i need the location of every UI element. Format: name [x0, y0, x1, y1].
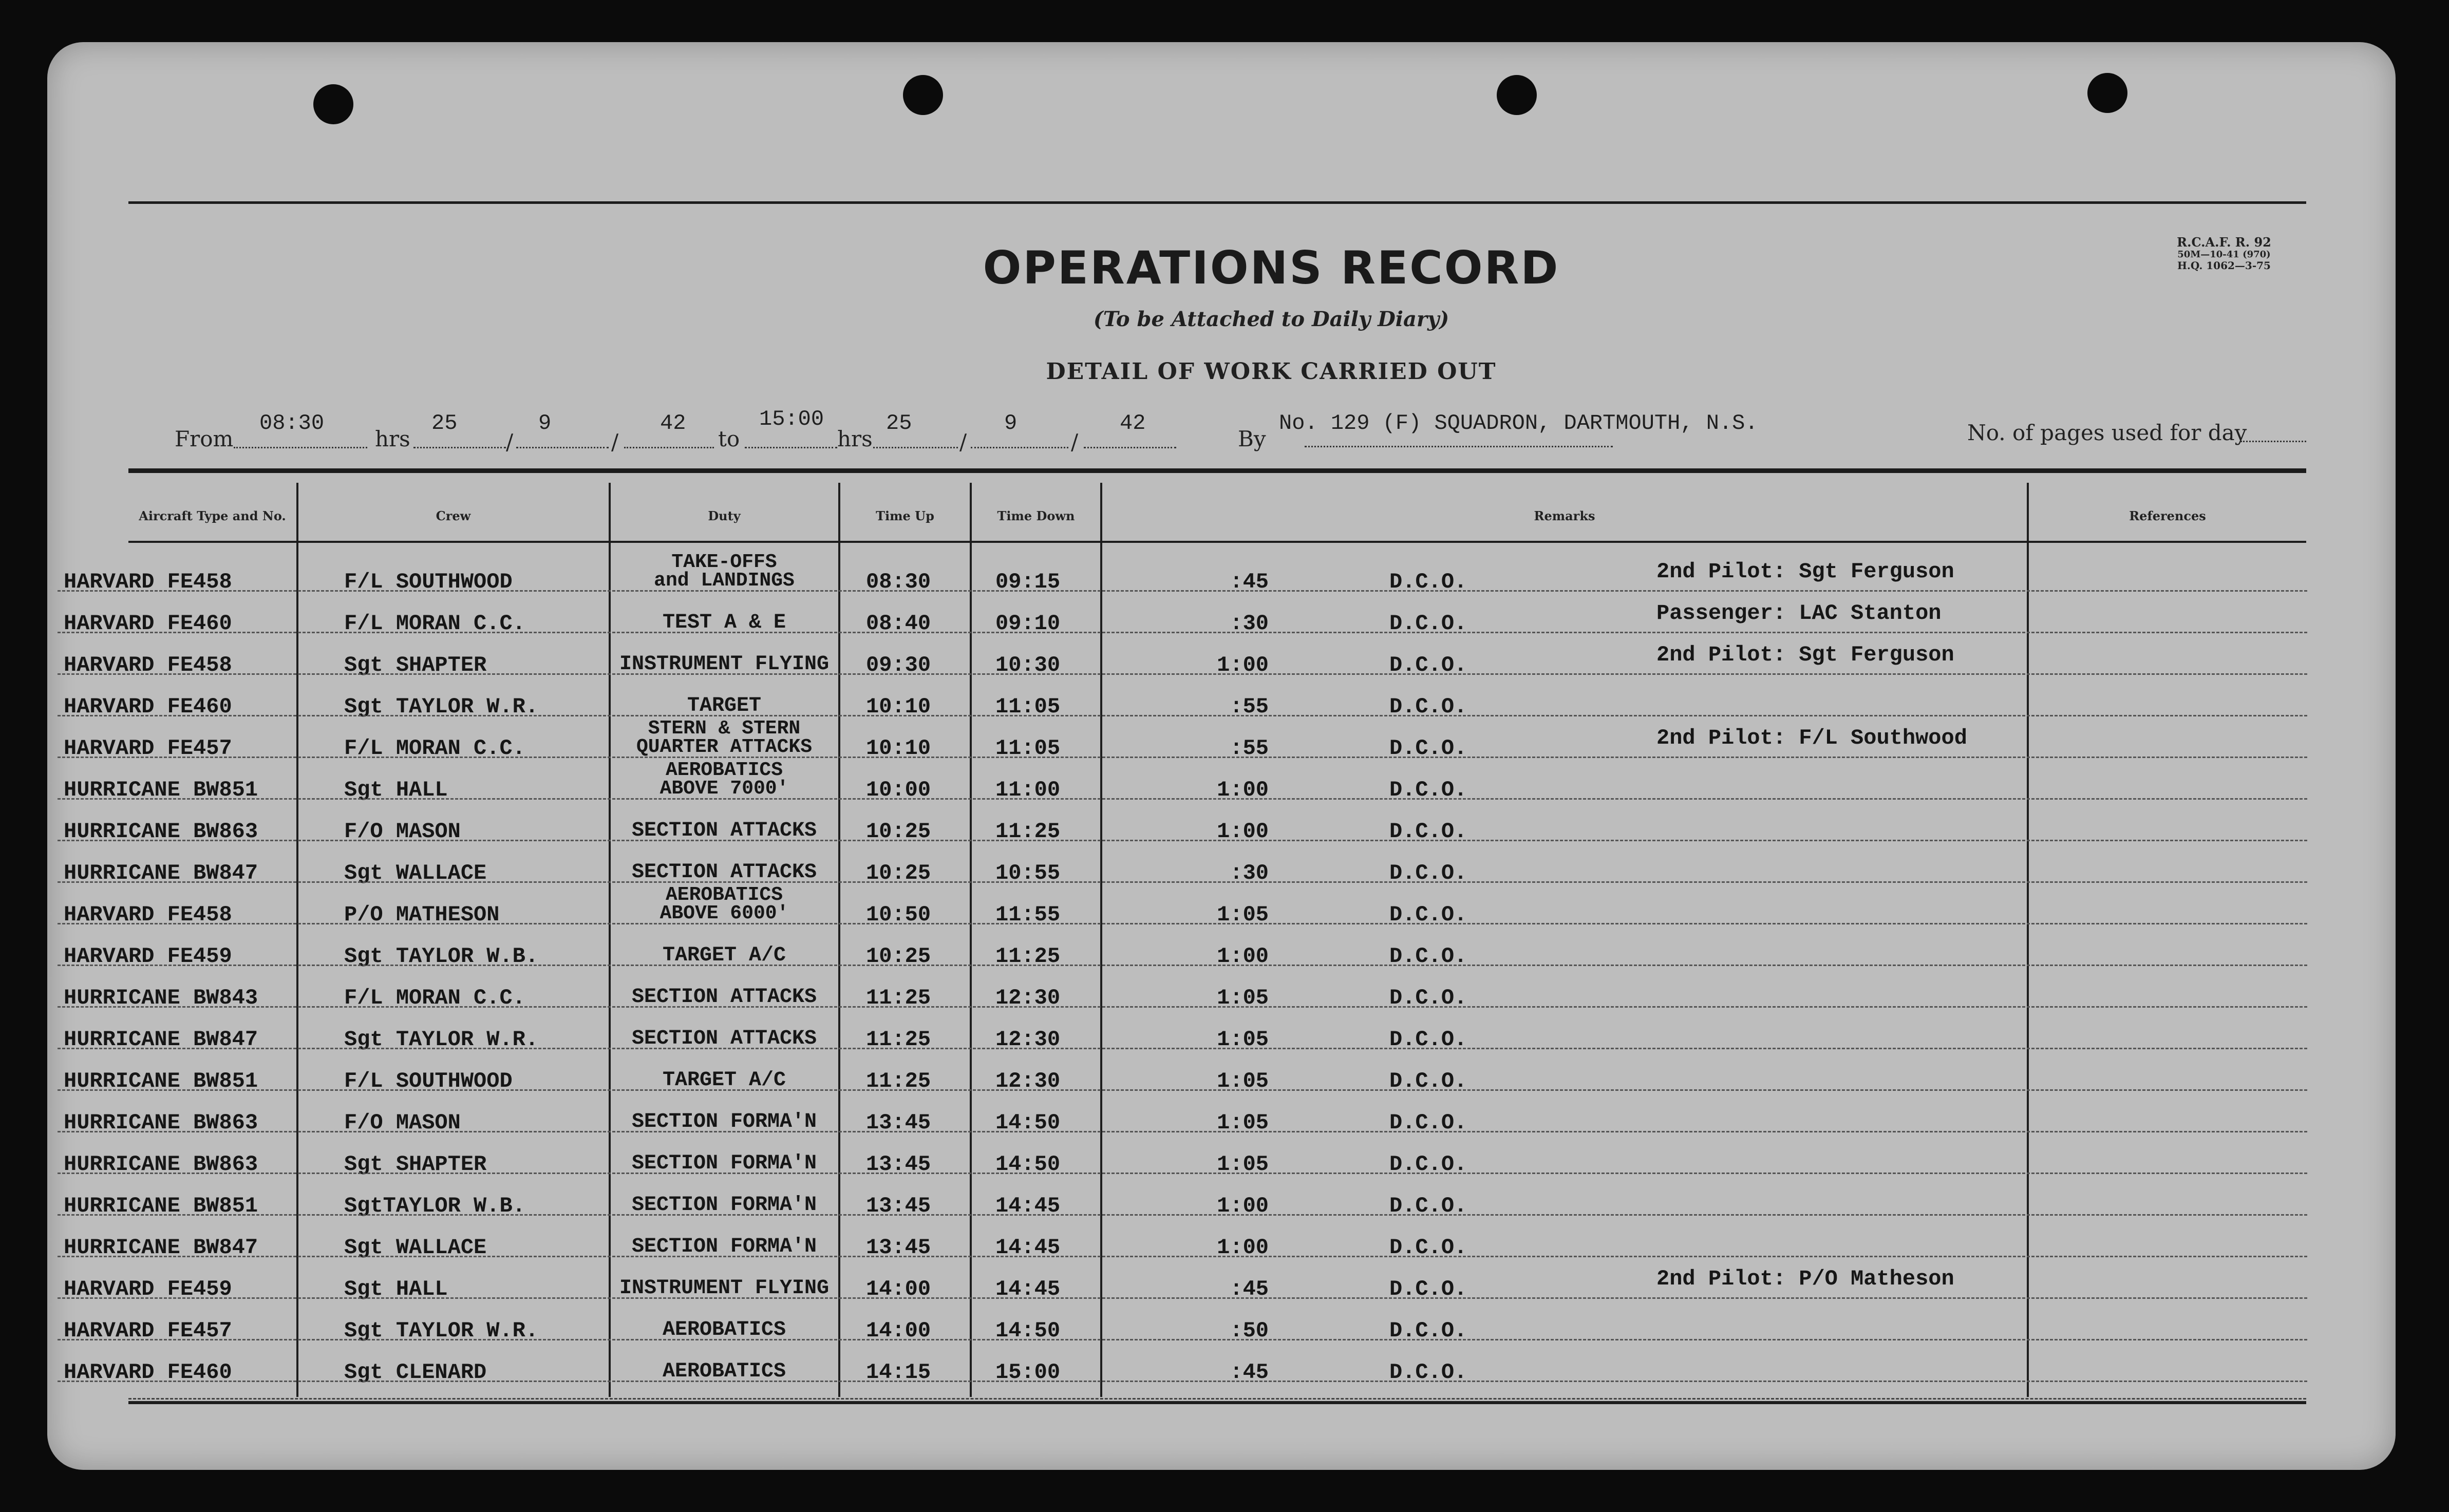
- duty-cell: AEROBATICS: [665, 884, 783, 906]
- column-header-remarks: Remarks: [1534, 508, 1595, 523]
- column-divider: [838, 483, 840, 1397]
- duration-cell: 1:00: [1217, 653, 1269, 677]
- duration-cell: 1:00: [1217, 944, 1269, 969]
- authority-cell: D.C.O.: [1389, 1318, 1467, 1343]
- duty-cell: INSTRUMENT FLYING: [619, 1277, 830, 1300]
- time-down-cell: 14:45: [995, 1194, 1061, 1218]
- crew-cell: Sgt TAYLOR W.R.: [344, 694, 539, 719]
- time-down-cell: 11:25: [995, 944, 1061, 969]
- duty-cell: STERN & STERN: [648, 717, 801, 740]
- time-down-cell: 11:05: [995, 736, 1061, 761]
- time-down-cell: 09:15: [995, 570, 1061, 594]
- form-number-line: 50M—10-41 (970): [2177, 249, 2271, 260]
- time-down-cell: 11:05: [995, 694, 1061, 719]
- column-header-time-up: Time Up: [876, 508, 934, 523]
- aircraft-cell: HARVARD FE458: [64, 902, 232, 927]
- aircraft-cell: HURRICANE BW863: [64, 1110, 258, 1135]
- crew-cell: Sgt HALL: [344, 778, 448, 802]
- duration-cell: 1:05: [1217, 986, 1269, 1010]
- to-label: to: [718, 426, 740, 451]
- row-divider: [58, 673, 2307, 675]
- row-divider: [58, 715, 2307, 716]
- authority-cell: D.C.O.: [1389, 611, 1467, 636]
- remark-note-cell: 2nd Pilot: F/L Southwood: [1656, 726, 1967, 750]
- row-divider: [58, 1089, 2307, 1091]
- from-month: 9: [538, 411, 552, 436]
- duty-cell: AEROBATICS: [662, 1360, 786, 1383]
- column-header-time-down: Time Down: [997, 508, 1075, 523]
- detail-heading: DETAIL OF WORK CARRIED OUT: [1046, 358, 1497, 385]
- separator-slash: /: [506, 429, 514, 455]
- duration-cell: 1:00: [1217, 778, 1269, 802]
- form-number-line: H.Q. 1062—3-75: [2177, 259, 2271, 272]
- from-label: From: [175, 426, 234, 451]
- row-divider: [58, 1339, 2307, 1340]
- remark-note-cell: 2nd Pilot: P/O Matheson: [1656, 1267, 1954, 1291]
- duty-cell: TARGET A/C: [662, 1069, 786, 1092]
- time-down-cell: 14:45: [995, 1277, 1061, 1301]
- fill-line: [413, 447, 506, 448]
- remark-note-cell: Passenger: LAC Stanton: [1656, 601, 1942, 626]
- column-header-duty: Duty: [708, 508, 741, 523]
- duration-cell: 1:00: [1217, 1194, 1269, 1218]
- duration-cell: 1:00: [1217, 819, 1269, 844]
- duration-cell: :30: [1230, 861, 1269, 885]
- top-rule: [128, 201, 2306, 204]
- duty-cell: INSTRUMENT FLYING: [619, 653, 830, 676]
- authority-cell: D.C.O.: [1389, 570, 1467, 594]
- from-time: 08:30: [259, 411, 325, 436]
- remark-note-cell: 2nd Pilot: Sgt Ferguson: [1656, 642, 1954, 667]
- page-title: OPERATIONS RECORD: [983, 241, 1560, 294]
- crew-cell: Sgt WALLACE: [344, 861, 487, 885]
- time-up-cell: 13:45: [866, 1110, 931, 1135]
- authority-cell: D.C.O.: [1389, 1194, 1467, 1218]
- time-up-cell: 11:25: [866, 1069, 931, 1093]
- authority-cell: D.C.O.: [1389, 1152, 1467, 1177]
- time-up-cell: 11:25: [866, 1027, 931, 1052]
- authority-cell: D.C.O.: [1389, 902, 1467, 927]
- duty-cell: SECTION FORMA'N: [631, 1152, 817, 1175]
- duty-cell: SECTION ATTACKS: [631, 861, 817, 884]
- aircraft-cell: HURRICANE BW863: [64, 1152, 258, 1177]
- crew-cell: F/O MASON: [344, 819, 461, 844]
- crew-cell: F/L MORAN C.C.: [344, 611, 525, 636]
- row-divider: [58, 1006, 2307, 1008]
- duty-cell: TAKE-OFFS: [671, 551, 777, 573]
- time-up-cell: 13:45: [866, 1235, 931, 1260]
- row-divider: [58, 1381, 2307, 1382]
- duty-cell: TARGET: [687, 694, 762, 717]
- duty-cell-line2: QUARTER ATTACKS: [636, 736, 813, 758]
- fill-line: [1084, 447, 1176, 448]
- fill-line: [234, 447, 367, 448]
- time-up-cell: 10:25: [866, 819, 931, 844]
- aircraft-cell: HURRICANE BW851: [64, 778, 258, 802]
- aircraft-cell: HURRICANE BW847: [64, 1027, 258, 1052]
- remark-note-cell: 2nd Pilot: Sgt Ferguson: [1656, 559, 1954, 584]
- time-up-cell: 09:30: [866, 653, 931, 677]
- duration-cell: :30: [1230, 611, 1269, 636]
- crew-cell: Sgt TAYLOR W.R.: [344, 1318, 539, 1343]
- row-divider: [58, 840, 2307, 841]
- column-header-references: References: [2129, 508, 2206, 523]
- authority-cell: D.C.O.: [1389, 986, 1467, 1010]
- aircraft-cell: HURRICANE BW851: [64, 1069, 258, 1093]
- column-divider: [1100, 483, 1102, 1397]
- time-down-cell: 11:00: [995, 778, 1061, 802]
- aircraft-cell: HARVARD FE459: [64, 1277, 232, 1301]
- aircraft-cell: HARVARD FE459: [64, 944, 232, 969]
- authority-cell: D.C.O.: [1389, 778, 1467, 802]
- duty-cell: SECTION ATTACKS: [631, 819, 817, 842]
- time-up-cell: 11:25: [866, 986, 931, 1010]
- column-divider: [970, 483, 972, 1397]
- aircraft-cell: HURRICANE BW863: [64, 819, 258, 844]
- separator-slash: /: [959, 429, 967, 455]
- authority-cell: D.C.O.: [1389, 861, 1467, 885]
- separator-slash: /: [1071, 429, 1079, 455]
- time-down-cell: 12:30: [995, 986, 1061, 1010]
- duty-cell-line2: ABOVE 6000': [660, 902, 789, 924]
- duty-cell: TEST A & E: [662, 611, 786, 634]
- row-divider: [58, 798, 2307, 800]
- to-day: 25: [886, 411, 912, 436]
- time-down-cell: 11:55: [995, 902, 1061, 927]
- duty-cell: SECTION ATTACKS: [631, 986, 817, 1009]
- aircraft-cell: HARVARD FE458: [64, 653, 232, 677]
- row-divider: [58, 590, 2307, 592]
- time-down-cell: 12:30: [995, 1069, 1061, 1093]
- row-divider: [58, 965, 2307, 966]
- duration-cell: :50: [1230, 1318, 1269, 1343]
- fill-line: [745, 447, 837, 448]
- time-up-cell: 08:40: [866, 611, 931, 636]
- punch-hole: [313, 84, 353, 124]
- time-up-cell: 10:00: [866, 778, 931, 802]
- crew-cell: F/L SOUTHWOOD: [344, 1069, 513, 1093]
- duty-cell: SECTION FORMA'N: [631, 1194, 817, 1217]
- punch-hole: [1497, 75, 1537, 115]
- aircraft-cell: HARVARD FE460: [64, 694, 232, 719]
- crew-cell: Sgt CLENARD: [344, 1360, 487, 1385]
- aircraft-cell: HURRICANE BW851: [64, 1194, 258, 1218]
- time-up-cell: 10:25: [866, 861, 931, 885]
- authority-cell: D.C.O.: [1389, 1360, 1467, 1385]
- aircraft-cell: HARVARD FE460: [64, 1360, 232, 1385]
- time-up-cell: 10:10: [866, 736, 931, 761]
- row-divider: [58, 1214, 2307, 1216]
- time-down-cell: 14:50: [995, 1152, 1061, 1177]
- table-bottom-dash: [128, 1398, 2306, 1400]
- authority-cell: D.C.O.: [1389, 944, 1467, 969]
- fill-line: [873, 447, 958, 448]
- fill-line: [971, 447, 1068, 448]
- duration-cell: :45: [1230, 570, 1269, 594]
- authority-cell: D.C.O.: [1389, 819, 1467, 844]
- duration-cell: 1:00: [1217, 1235, 1269, 1260]
- crew-cell: Sgt WALLACE: [344, 1235, 487, 1260]
- time-up-cell: 14:15: [866, 1360, 931, 1385]
- crew-cell: Sgt HALL: [344, 1277, 448, 1301]
- page-subtitle: (To be Attached to Daily Diary): [1093, 307, 1449, 331]
- authority-cell: D.C.O.: [1389, 1277, 1467, 1301]
- to-month: 9: [1004, 411, 1018, 436]
- row-divider: [58, 1048, 2307, 1049]
- row-divider: [58, 757, 2307, 758]
- time-down-cell: 14:45: [995, 1235, 1061, 1260]
- time-up-cell: 13:45: [866, 1152, 931, 1177]
- form-number-line: R.C.A.F. R. 92: [2177, 235, 2271, 250]
- authority-cell: D.C.O.: [1389, 1069, 1467, 1093]
- time-down-cell: 10:55: [995, 861, 1061, 885]
- separator-slash: /: [611, 429, 619, 455]
- aircraft-cell: HARVARD FE457: [64, 736, 232, 761]
- aircraft-cell: HARVARD FE457: [64, 1318, 232, 1343]
- fill-line: [1305, 446, 1613, 447]
- duration-cell: :45: [1230, 1360, 1269, 1385]
- duty-cell: SECTION FORMA'N: [631, 1235, 817, 1258]
- time-down-cell: 15:00: [995, 1360, 1061, 1385]
- duty-cell: AEROBATICS: [665, 759, 783, 781]
- row-divider: [58, 1256, 2307, 1257]
- to-time: 15:00: [759, 407, 824, 431]
- header-rule: [128, 541, 2306, 543]
- row-divider: [58, 1173, 2307, 1174]
- duration-cell: 1:05: [1217, 1069, 1269, 1093]
- row-divider: [58, 632, 2307, 633]
- time-down-cell: 12:30: [995, 1027, 1061, 1052]
- authority-cell: D.C.O.: [1389, 694, 1467, 719]
- duration-cell: :45: [1230, 1277, 1269, 1301]
- duty-cell-line2: ABOVE 7000': [660, 778, 789, 800]
- row-divider: [58, 923, 2307, 924]
- to-hrs-label: hrs: [837, 426, 873, 451]
- authority-cell: D.C.O.: [1389, 1110, 1467, 1135]
- to-year: 42: [1120, 411, 1146, 436]
- time-up-cell: 08:30: [866, 570, 931, 594]
- form-number: [2147, 235, 2301, 272]
- crew-cell: F/O MASON: [344, 1110, 461, 1135]
- aircraft-cell: HARVARD FE460: [64, 611, 232, 636]
- duration-cell: 1:05: [1217, 902, 1269, 927]
- crew-cell: F/L MORAN C.C.: [344, 986, 525, 1010]
- time-down-cell: 09:10: [995, 611, 1061, 636]
- crew-cell: Sgt SHAPTER: [344, 653, 487, 677]
- column-divider: [296, 483, 298, 1397]
- column-header-crew: Crew: [436, 508, 471, 523]
- table-bottom-rule: [128, 1401, 2306, 1404]
- from-day: 25: [431, 411, 458, 436]
- time-up-cell: 10:10: [866, 694, 931, 719]
- table-top-rule: [128, 468, 2306, 473]
- duty-cell: SECTION ATTACKS: [631, 1027, 817, 1050]
- time-up-cell: 10:50: [866, 902, 931, 927]
- time-down-cell: 10:30: [995, 653, 1061, 677]
- crew-cell: Sgt TAYLOR W.B.: [344, 944, 539, 969]
- from-year: 42: [660, 411, 686, 436]
- time-up-cell: 14:00: [866, 1318, 931, 1343]
- fill-line: [2240, 441, 2306, 442]
- duty-cell-line2: and LANDINGS: [654, 570, 795, 592]
- time-up-cell: 14:00: [866, 1277, 931, 1301]
- column-header-aircraft: Aircraft Type and No.: [139, 508, 286, 523]
- crew-cell: SgtTAYLOR W.B.: [344, 1194, 525, 1218]
- duration-cell: 1:05: [1217, 1027, 1269, 1052]
- time-up-cell: 10:25: [866, 944, 931, 969]
- column-divider: [2027, 483, 2029, 1397]
- crew-cell: F/L SOUTHWOOD: [344, 570, 513, 594]
- time-down-cell: 14:50: [995, 1110, 1061, 1135]
- punch-hole: [2087, 73, 2127, 113]
- aircraft-cell: HURRICANE BW843: [64, 986, 258, 1010]
- pages-label: No. of pages used for day: [1967, 420, 2247, 445]
- duration-cell: 1:05: [1217, 1110, 1269, 1135]
- aircraft-cell: HURRICANE BW847: [64, 861, 258, 885]
- duty-cell: TARGET A/C: [662, 944, 786, 967]
- authority-cell: D.C.O.: [1389, 736, 1467, 761]
- time-up-cell: 13:45: [866, 1194, 931, 1218]
- crew-cell: F/L MORAN C.C.: [344, 736, 525, 761]
- column-divider: [609, 483, 611, 1397]
- authority-cell: D.C.O.: [1389, 1027, 1467, 1052]
- hrs-label: hrs: [375, 426, 410, 451]
- squadron-name: No. 129 (F) SQUADRON, DARTMOUTH, N.S.: [1279, 411, 1758, 436]
- crew-cell: P/O MATHESON: [344, 902, 500, 927]
- punch-hole: [903, 75, 943, 115]
- row-divider: [58, 1297, 2307, 1299]
- time-down-cell: 14:50: [995, 1318, 1061, 1343]
- aircraft-cell: HARVARD FE458: [64, 570, 232, 594]
- by-label: By: [1238, 426, 1266, 451]
- duration-cell: :55: [1230, 694, 1269, 719]
- fill-line: [624, 447, 714, 448]
- row-divider: [58, 1131, 2307, 1132]
- duration-cell: 1:05: [1217, 1152, 1269, 1177]
- time-down-cell: 11:25: [995, 819, 1061, 844]
- duty-cell: AEROBATICS: [662, 1318, 786, 1341]
- duration-cell: :55: [1230, 736, 1269, 761]
- aircraft-cell: HURRICANE BW847: [64, 1235, 258, 1260]
- crew-cell: Sgt SHAPTER: [344, 1152, 487, 1177]
- authority-cell: D.C.O.: [1389, 653, 1467, 677]
- fill-line: [516, 447, 609, 448]
- crew-cell: Sgt TAYLOR W.R.: [344, 1027, 539, 1052]
- duty-cell: SECTION FORMA'N: [631, 1110, 817, 1133]
- row-divider: [58, 881, 2307, 883]
- authority-cell: D.C.O.: [1389, 1235, 1467, 1260]
